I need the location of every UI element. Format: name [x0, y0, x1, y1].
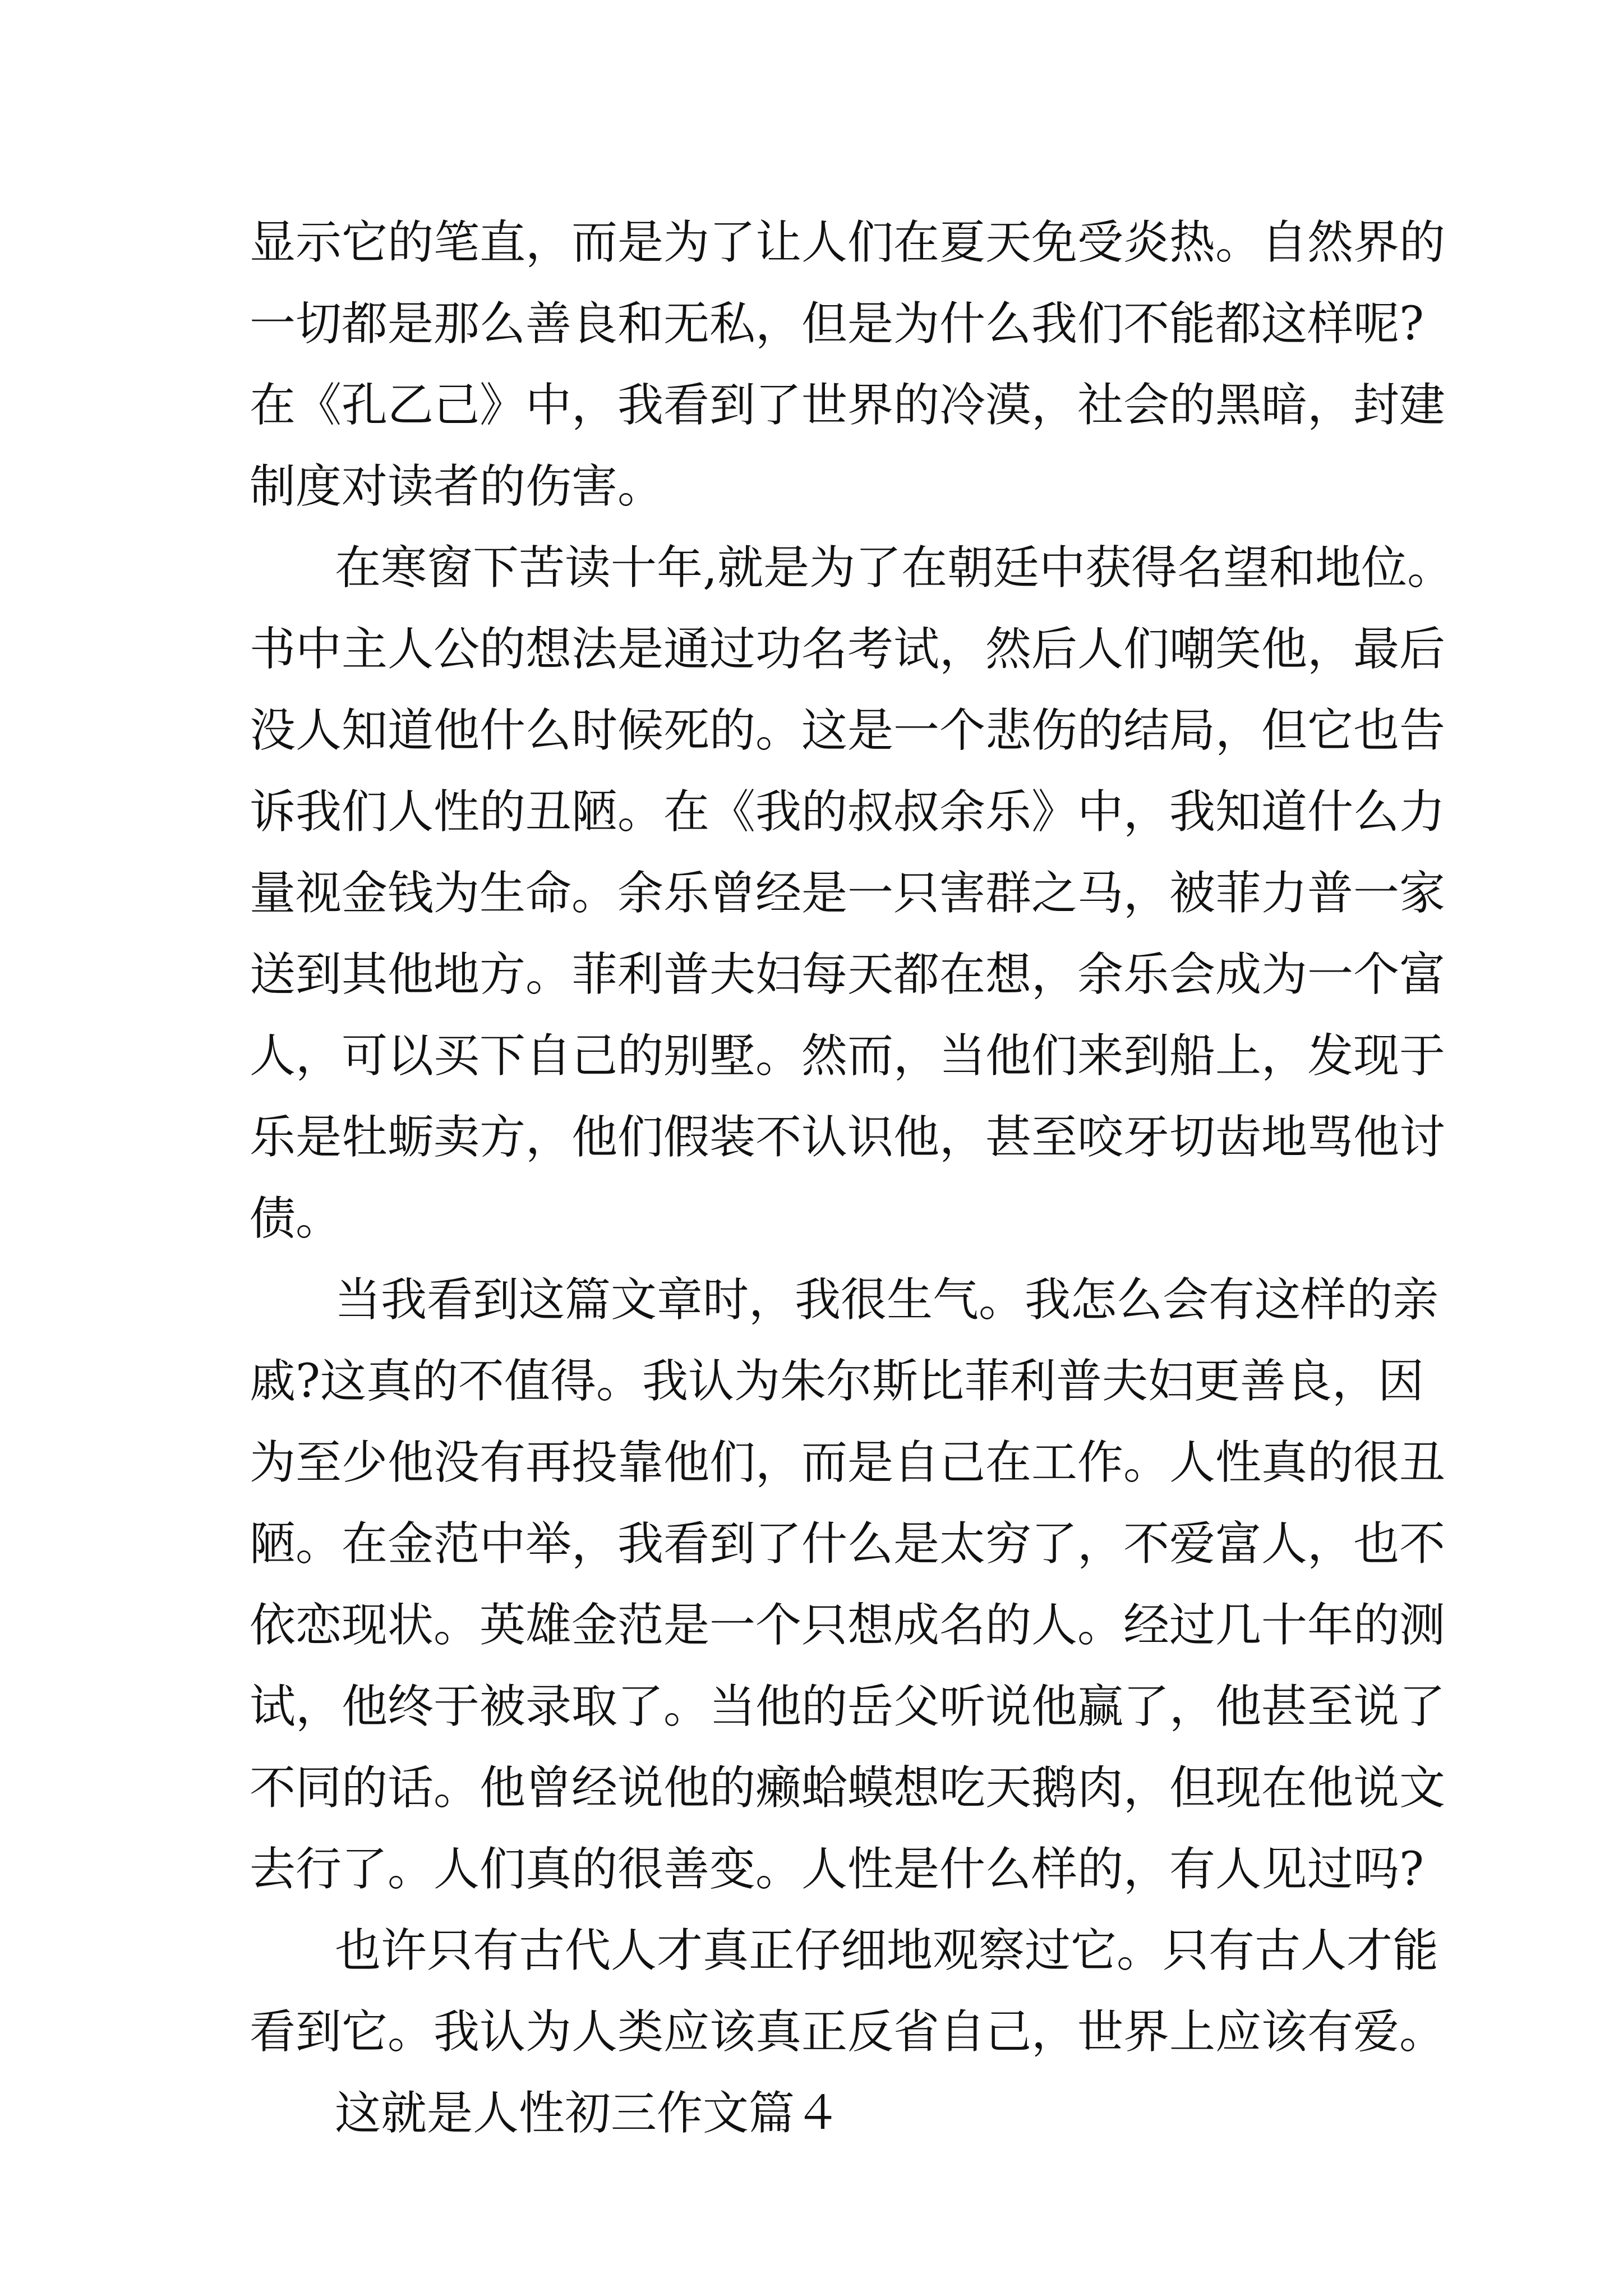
text-line: 债。: [250, 1192, 342, 1245]
text-line: 看到它。我认为人类应该真正反省自己，世界上应该有爱。: [250, 2005, 1446, 2059]
text-line: 为至少他没有再投靠他们，而是自己在工作。人性真的很丑: [250, 1436, 1446, 1489]
text-line: 也许只有古代人才真正仔细地观察过它。只有古人才能: [335, 1924, 1439, 1977]
text-line: 送到其他地方。菲利普夫妇每天都在想，余乐会成为一个富: [250, 948, 1446, 1001]
text-line: 戚?这真的不值得。我认为朱尔斯比菲利普夫妇更善良，因: [250, 1355, 1424, 1408]
text-line: 试，他终于被录取了。当他的岳父听说他赢了，他甚至说了: [250, 1680, 1446, 1733]
text-line: 陋。在金范中举，我看到了什么是太穷了，不爱富人，也不: [250, 1517, 1446, 1571]
text-line: 量视金钱为生命。余乐曾经是一只害群之马，被菲力普一家: [250, 867, 1446, 920]
text-line: 诉我们人性的丑陋。在《我的叔叔余乐》中，我知道什么力: [250, 785, 1446, 839]
text-line: 一切都是那么善良和无私，但是为什么我们不能都这样呢?: [250, 297, 1424, 351]
text-line: 乐是牡蛎卖方，他们假装不认识他，甚至咬牙切齿地骂他讨: [250, 1111, 1446, 1164]
text-line: 在《孔乙己》中，我看到了世界的冷漠，社会的黑暗，封建: [250, 379, 1446, 432]
text-line: 依恋现状。英雄金范是一个只想成名的人。经过几十年的测: [250, 1599, 1446, 1652]
text-line: 没人知道他什么时候死的。这是一个悲伤的结局，但它也告: [250, 704, 1446, 757]
text-line: 在寒窗下苦读十年,就是为了在朝廷中获得名望和地位。: [335, 541, 1454, 595]
text-line: 当我看到这篇文章时，我很生气。我怎么会有这样的亲: [335, 1273, 1439, 1327]
text-line: 制度对读者的伤害。: [250, 460, 664, 513]
text-line: 人，可以买下自己的别墅。然而，当他们来到船上，发现于: [250, 1029, 1446, 1083]
text-line: 这就是人性初三作文篇４: [335, 2087, 841, 2140]
article-body: [250, 202, 1454, 2154]
text-line: 不同的话。他曾经说他的癞蛤蟆想吃天鹅肉，但现在他说文: [250, 1761, 1446, 1815]
text-line: 去行了。人们真的很善变。人性是什么样的，有人见过吗?: [250, 1843, 1424, 1896]
text-line: 书中主人公的想法是通过功名考试，然后人们嘲笑他，最后: [250, 623, 1446, 676]
text-line: 显示它的笔直，而是为了让人们在夏天免受炎热。自然界的: [250, 216, 1446, 269]
